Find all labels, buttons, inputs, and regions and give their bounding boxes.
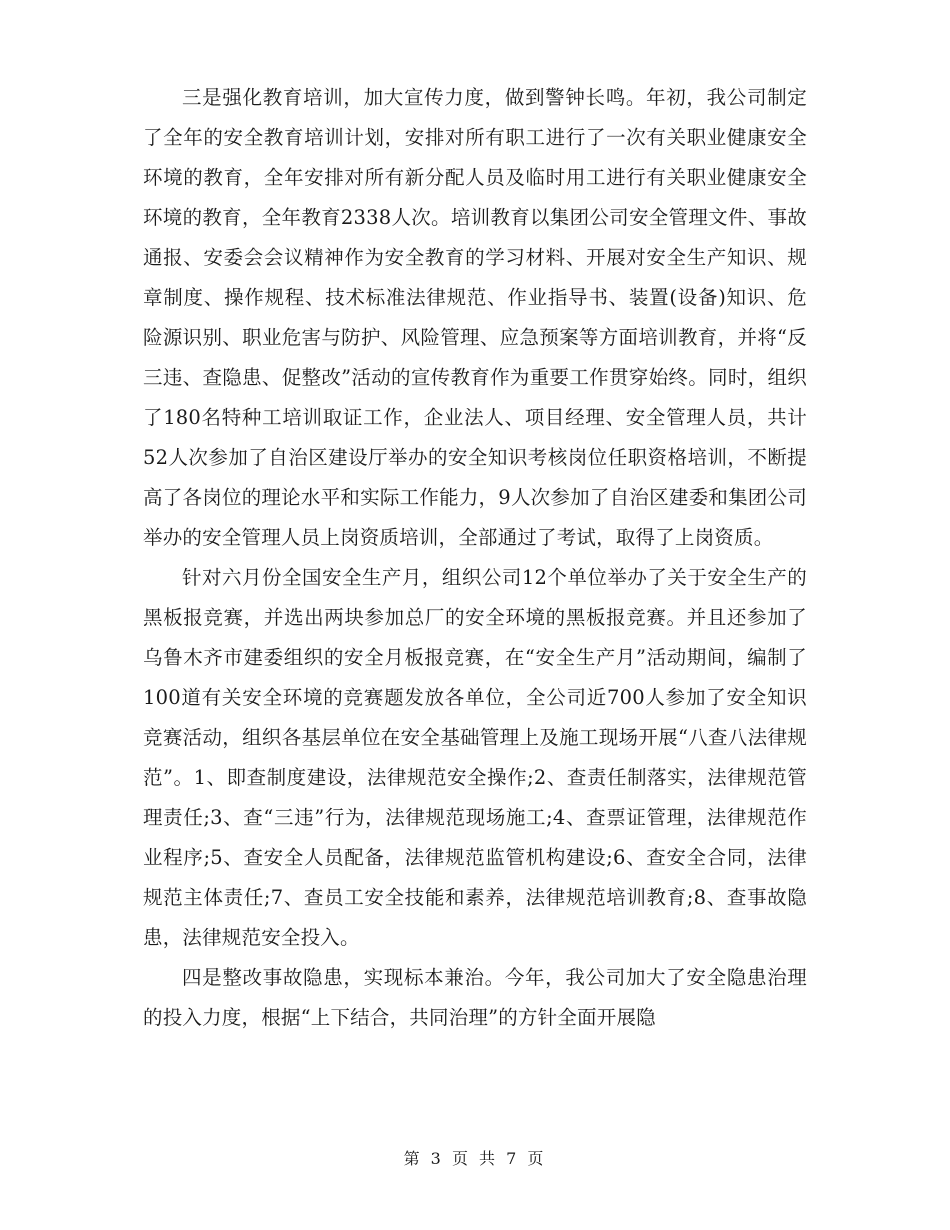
paragraph-education-training: 三是强化教育培训，加大宣传力度，做到警钟长鸣。年初，我公司制定了全年的安全教育培训计划，安排对所有职工进行了一次有关职业健康安全环境的教育，全年安排对所有新分配人员及临时用工进行有关职业健康安全环境的教育，全年教育2338人次。培训教育以集团公司安全管理文件、事故通报、安委会会议精神作为安全教育的学习材料、开展对安全生产知识、规章制度、操作规程、技术标准法律规范、作业指导书、装置(设备)知识、危险源识别、职业危害与防护、风险管理、应急预案等方面培训教育，并将“反三违、查隐患、促整改”活动的宣传教育作为重要工作贯穿始终。同时，组织了180名特种工培训取证工作，企业法人、项目经理、安全管理人员，共计52人次参加了自治区建设厅举办的安全知识考核岗位任职资格培训，不断提高了各岗位的理论水平和实际工作能力，9人次参加了自治区建委和集团公司举办的安全管理人员上岗资质培训，全部通过了考试，取得了上岗资质。 <box>143 86 807 549</box>
page-number-footer: 第 3 页 共 7 页 <box>403 1149 547 1168</box>
paragraph-safety-month: 针对六月份全国安全生产月，组织公司12个单位举办了关于安全生产的黑板报竞赛，并选出两块参加总厂的安全环境的黑板报竞赛。并且还参加了乌鲁木齐市建委组织的安全月板报竞赛，在“安全生产月”活动期间，编制了100道有关安全环境的竞赛题发放各单位，全公司近700人参加了安全知识竞赛活动，组织各基层单位在安全基础管理上及施工现场开展“八查八法律规范”。1、即查制度建设，法律规范安全操作;2、查责任制落实，法律规范管理责任;3、查“三违”行为，法律规范现场施工;4、查票证管理，法律规范作业程序;5、查安全人员配备，法律规范监管机构建设;6、查安全合同，法律规范主体责任;7、查员工安全技能和素养，法律规范培训教育;8、查事故隐患，法律规范安全投入。 <box>143 566 807 949</box>
document-body <box>143 78 807 1038</box>
paragraph-hazard-rectification: 四是整改事故隐患，实现标本兼治。今年，我公司加大了安全隐患治理的投入力度，根据“上下结合，共同治理”的方针全面开展隐 <box>143 966 807 1029</box>
